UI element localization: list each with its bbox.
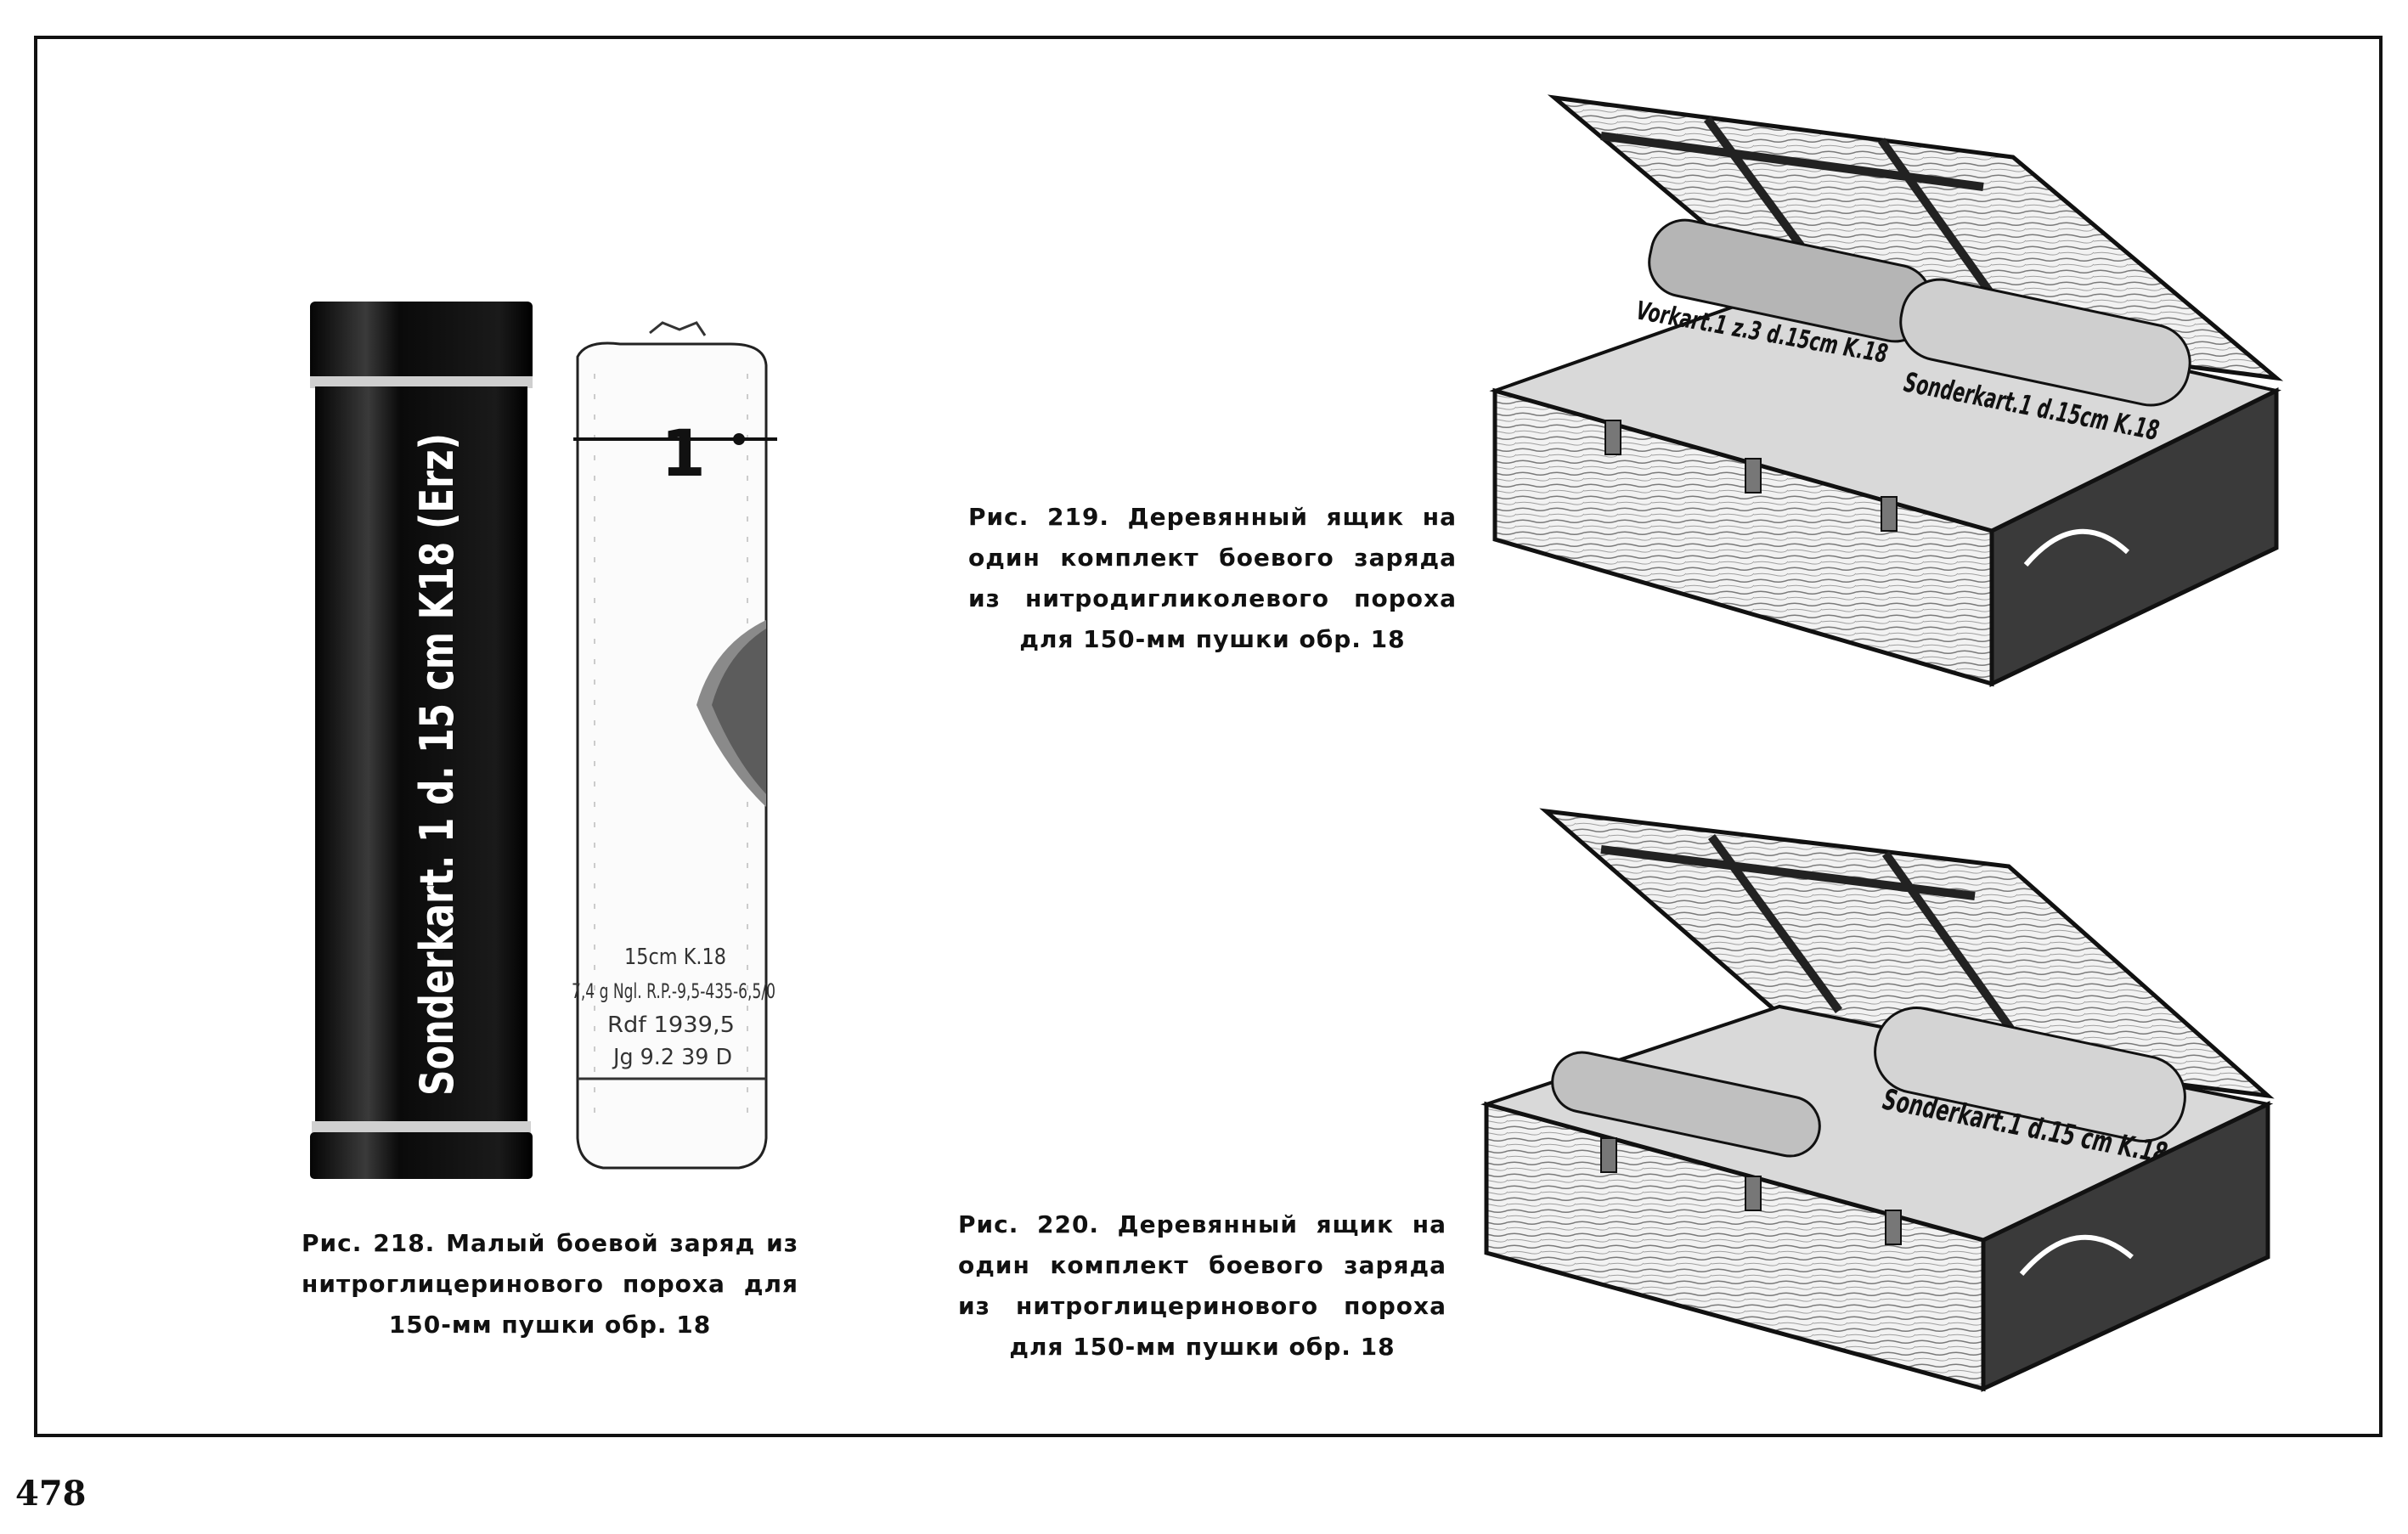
bag-marking-line-2: 7,4 g Ngl. R.P.-9,5-435-6,5/0 [572, 979, 775, 1003]
box-219-label-lower: Sonderkart.1 d.15cm K.18 [1901, 365, 2302, 474]
wooden-box-219-illustration [1482, 89, 2302, 692]
bag-marking-line-4: Jg 9.2 39 D [612, 1045, 732, 1070]
box-220-label: Sonderkart.1 d.15 cm K.18 [1880, 1082, 2315, 1199]
bag-number: 1 [661, 415, 706, 491]
figure-220-caption: Рис. 220. Деревянный ящик на один комплект боевого заряда из нитроглицеринового пороха для 150-мм пушки обр. 18 [958, 1210, 1446, 1361]
box-219-label-upper: Vorkart.1 z.3 d.15cm K.18 [1633, 296, 2007, 391]
figure-218-caption: Рис. 218. Малый боевой заряд из нитроглицеринового пороха для 150-мм пушки обр. 18 [302, 1229, 798, 1339]
wooden-box-220-illustration [1474, 803, 2315, 1397]
canister-label: Sonderkart. 1 d. 15 cm K18 (Erz) [410, 250, 464, 1096]
page-number: 478 [15, 1474, 87, 1514]
powder-bag-illustration [569, 323, 781, 1189]
figure-219-caption: Рис. 219. Деревянный ящик на один комплект боевого заряда из нитродигликолевого пороха для 150-мм пушки обр. 18 [968, 503, 1457, 653]
bag-marking-line-3: Rdf 1939,5 [607, 1012, 735, 1038]
canister-illustration [302, 250, 539, 1185]
bag-marking-line-1: 15cm K.18 [624, 945, 726, 970]
